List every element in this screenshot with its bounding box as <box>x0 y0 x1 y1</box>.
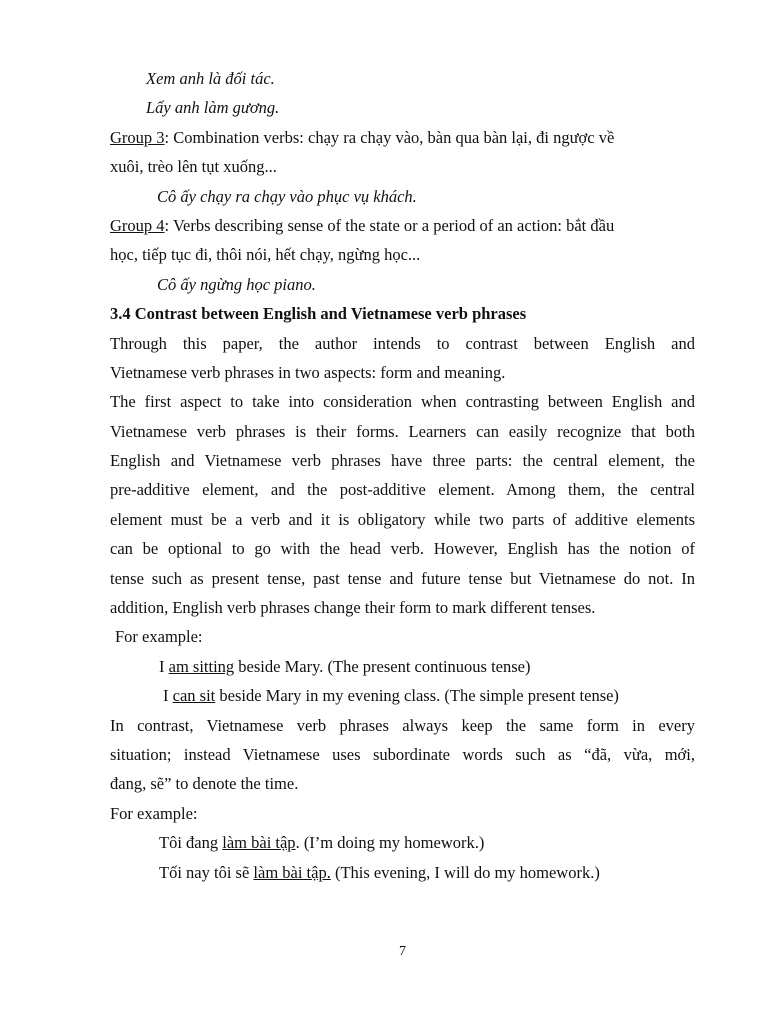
example-sentence <box>110 858 695 887</box>
section-heading: 3.4 Contrast between English and Vietnamese verb phrases <box>110 304 527 324</box>
example-label: For example: <box>115 627 203 647</box>
example-sentence: Cô ấy chạy ra chạy vào phục vụ khách. <box>157 186 417 206</box>
document-body <box>110 64 695 887</box>
paragraph-line: situation; instead Vietnamese uses subordinate words such as “đã, vừa, mới, <box>110 744 695 764</box>
example-text: beside Mary. (The present continuous tense) <box>234 656 531 676</box>
verb-phrase-underlined: am sitting <box>168 656 235 676</box>
paragraph-line: element must be a verb and it is obligatory while two parts of additive elements <box>110 509 695 529</box>
paragraph-line: pre-additive element, and the post-additive element. Among them, the central <box>110 480 695 500</box>
paragraph-line: English and Vietnamese verb phrases have three parts: the central element, the <box>110 451 695 471</box>
paragraph-text: : Verbs describing sense of the state or a period of an action: bắt đầu <box>164 215 615 235</box>
paragraph-line: In contrast, Vietnamese verb phrases always keep the same form in every <box>110 715 695 735</box>
example-text: (This evening, I will do my homework.) <box>330 862 600 882</box>
example-text: Tôi đang <box>159 833 223 853</box>
example-sentence: Xem anh là đối tác. <box>146 69 275 88</box>
paragraph-line: can be optional to go with the head verb. However, English has the notion of <box>110 539 695 559</box>
paragraph-line: Vietnamese verb phrases is their forms. Learners can easily recognize that both <box>110 421 695 441</box>
verb-phrase-underlined: làm bài tập <box>222 833 296 853</box>
verb-phrase-underlined: làm bài tập. <box>253 862 331 882</box>
example-label: For example: <box>110 803 198 823</box>
paragraph-text: : Combination verbs: chạy ra chạy vào, bàn qua bàn lại, đi ngược về <box>164 127 615 147</box>
paragraph-line: addition, English verb phrases change their form to mark different tenses. <box>110 598 596 618</box>
example-sentence <box>110 652 695 681</box>
paragraph-line: tense such as present tense, past tense and future tense but Vietnamese do not. In <box>110 568 695 588</box>
verb-phrase-underlined: can sit <box>172 686 216 706</box>
page-number: 7 <box>399 944 406 959</box>
example-text: I <box>159 656 169 676</box>
example-sentence: Lấy anh làm gương. <box>146 98 280 118</box>
group-4-paragraph <box>110 211 695 240</box>
example-text: I <box>163 686 173 706</box>
paragraph-line: học, tiếp tục đi, thôi nói, hết chạy, ngừng học... <box>110 245 421 265</box>
paragraph-line: xuôi, trèo lên tụt xuống... <box>110 157 277 177</box>
paragraph-line: The first aspect to take into consideration when contrasting between English and <box>110 392 695 412</box>
example-sentence <box>110 681 695 710</box>
example-text: beside Mary in my evening class. (The simple present tense) <box>215 686 619 706</box>
paragraph-line: Through this paper, the author intends to contrast between English and <box>110 333 695 353</box>
paragraph-line: Vietnamese verb phrases in two aspects: form and meaning. <box>110 362 506 382</box>
group-label: Group 4 <box>110 215 165 235</box>
group-3-paragraph <box>110 123 695 152</box>
example-text: Tối nay tôi sẽ <box>159 862 254 882</box>
example-text: . (I’m doing my homework.) <box>295 833 485 853</box>
paragraph-line: đang, sẽ” to denote the time. <box>110 774 299 794</box>
example-sentence <box>110 828 695 857</box>
example-sentence: Cô ấy ngừng học piano. <box>157 274 316 294</box>
group-label: Group 3 <box>110 127 165 147</box>
